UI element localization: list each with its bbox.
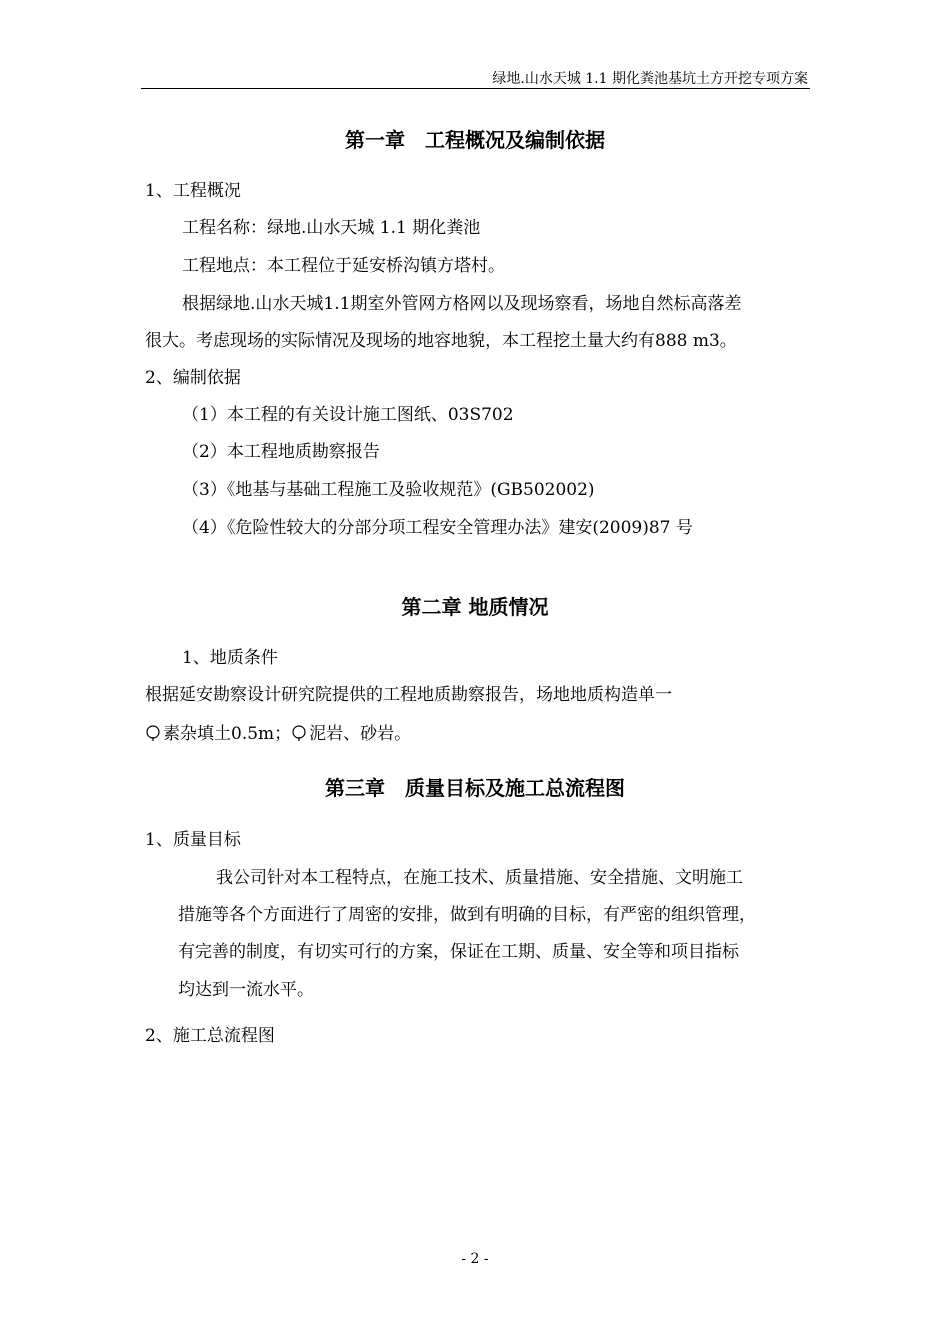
- geology-line2: [145, 724, 411, 743]
- header-rule: [141, 88, 810, 89]
- chapter1-section2-heading: 2、编制依据: [145, 368, 241, 388]
- chapter3-title: 第三章 质量目标及施工总流程图: [325, 776, 625, 800]
- chapter2-title: 第二章 地质情况: [401, 595, 549, 619]
- circled-number-2-icon: [291, 724, 309, 742]
- geology-line1: 根据延安勘察设计研究院提供的工程地质勘察报告，场地地质构造单一: [145, 685, 672, 705]
- basis-item: （2）本工程地质勘察报告: [182, 442, 380, 462]
- header-title: 绿地.山水天城 1.1 期化粪池基坑土方开挖专项方案: [492, 71, 808, 87]
- quality-line: 均达到一流水平。: [178, 980, 314, 1000]
- basis-item: （1）本工程的有关设计施工图纸、03S702: [182, 405, 514, 425]
- quality-line: 有完善的制度，有切实可行的方案，保证在工期、质量、安全等和项目指标: [178, 942, 739, 962]
- quality-line: 措施等各个方面进行了周密的安排，做到有明确的目标，有严密的组织管理，: [178, 905, 756, 925]
- chapter3-section2-heading: 2、施工总流程图: [145, 1026, 275, 1046]
- chapter1-section1-heading: 1、工程概况: [145, 181, 241, 201]
- page-number: - 2 -: [461, 1251, 489, 1267]
- project-name: 工程名称：绿地.山水天城 1.1 期化粪池: [182, 218, 481, 238]
- geology-layer-2: 泥岩、砂岩。: [309, 724, 412, 744]
- overview-line1: 根据绿地.山水天城1.1期室外管网方格网以及现场察看，场地自然标高落差: [182, 294, 742, 314]
- circled-number-1-icon: [145, 724, 163, 742]
- basis-item: （3）《地基与基础工程施工及验收规范》(GB502002): [182, 480, 595, 500]
- chapter3-section1-heading: 1、质量目标: [145, 830, 241, 850]
- basis-item: （4）《危险性较大的分部分项工程安全管理办法》建安(2009)87 号: [182, 518, 693, 538]
- chapter2-section1-heading: 1、地质条件: [182, 648, 278, 668]
- project-location: 工程地点：本工程位于延安桥沟镇方塔村。: [182, 256, 505, 276]
- overview-line2: 很大。考虑现场的实际情况及现场的地容地貌，本工程挖土量大约有888 m3。: [145, 331, 737, 351]
- chapter1-title: 第一章 工程概况及编制依据: [345, 128, 605, 152]
- geology-layer-1: 素杂填土0.5m；: [163, 724, 292, 744]
- quality-line: 我公司针对本工程特点，在施工技术、质量措施、安全措施、文明施工: [216, 868, 743, 888]
